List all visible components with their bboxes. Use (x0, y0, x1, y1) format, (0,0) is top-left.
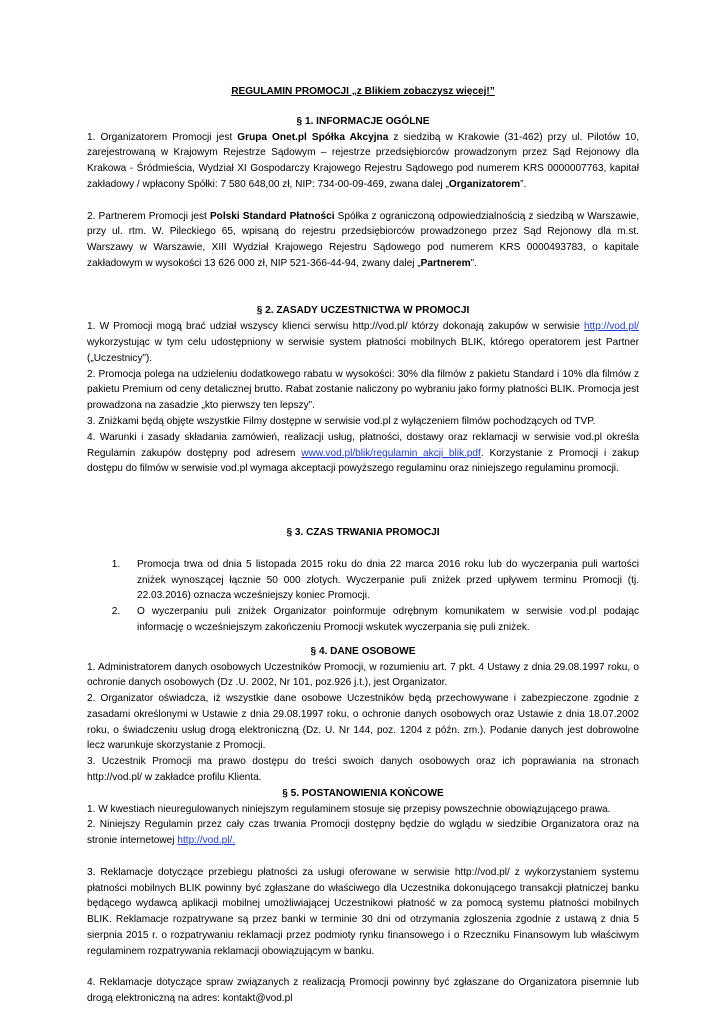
vod-link[interactable]: http://vod.pl/ (584, 321, 639, 333)
text: ”. (470, 257, 477, 269)
section-5-paragraph-1: 1. W kwestiach nieuregulowanych niniejszym regulaminem stosuje się przepisy powszechnie obowiązującego prawa. (87, 803, 611, 815)
section-3-heading: § 3. CZAS TRWANIA PROMOCJI (286, 527, 440, 539)
section-4-paragraph-1: 1. Administratorem danych osobowych Uczestników Promocji, w rozumieniu art. 7 pkt. 4 Ustawy z dnia 29.08.1997 roku, o ochronie danych osobowych (Dz .U. 2002, Nr 101, poz.926 j.t.), jest Organizator. (87, 661, 639, 689)
section-4-heading: § 4. DANE OSOBOWE (310, 645, 416, 657)
list-item: 1. Promocja trwa od dnia 5 listopada 2015 roku do dnia 22 marca 2016 roku lub do wyczerpania puli wartości zniżek wynoszącej łącznie 50 000 złotych. Wyczerpanie puli zniżek przed upływem terminu Promocji (tj. 22.03.2016) oznacza wcześniejszy koniec Promocji. (123, 557, 639, 604)
organizer-term: Organizatorem (448, 178, 521, 190)
section-5-paragraph-2 (87, 817, 639, 849)
text: . Korzystanie z Promocji i zakup dostępu do filmów w serwisie vod.pl wymaga akceptacji powyższego regulaminu oraz niniejszego regulaminu promocji. (87, 447, 639, 475)
section-1-paragraph-1 (87, 130, 639, 193)
partner-term: Partnerem (420, 257, 471, 269)
section-3-list (87, 557, 639, 636)
section-4-paragraph-2: 2. Organizator oświadcza, iż wszystkie dane osobowe Uczestników będą przechowywane i zabezpieczone zgodnie z zasadami określonymi w Ustawie z dnia 29.08.1997 roku, o ochronie danych osobowych oraz Ustawie z dnia 18.07.2002 roku, o świadczeniu usług drogą elektroniczną (Dz. U. Nr 144, poz. 1204 z późn. zm.). Podanie danych jest dobrowolne lecz warunkuje skorzystanie z Promocji. (87, 693, 639, 752)
text: 1. Organizatorem Promocji jest (87, 131, 238, 143)
section-2-paragraph-3: 3. Zniżkami będą objęte wszystkie Filmy dostępne w serwisie vod.pl z wyłączeniem filmów pochodzących od TVP. (87, 415, 596, 427)
section-1-paragraph-2 (87, 209, 639, 272)
partner-name: Polski Standard Płatności (209, 210, 335, 222)
text: 1. W Promocji mogą brać udział wszyscy klienci serwisu http://vod.pl/ którzy dokonają zakupów w serwisie (87, 321, 584, 333)
text: ”. (520, 178, 527, 190)
list-item: 2. O wyczerpaniu puli zniżek Organizator poinformuje odrębnym komunikatem w serwisie vod.pl podając informację o wcześniejszym zakończeniu Promocji wskutek wyczerpania się puli zniżek. (123, 604, 639, 636)
section-2-paragraph-2: 2. Promocja polega na udzieleniu dodatkowego rabatu w wysokości: 30% dla filmów z pakietu Standard i 10% dla filmów z pakietu Premium od ceny detalicznej brutto. Rabat zostanie naliczony po wybraniu jako formy płatności BLIK. Promocja jest prowadzona na zasadzie „kto pierwszy ten lepszy”. (87, 368, 639, 412)
text: wykorzystując w tym celu udostępniony w serwisie system płatności mobilnych BLIK, którego operatorem jest Partner („Uczestnicy”). (87, 336, 639, 364)
text: 4. Warunki i zasady składania zamówień, realizacji usług, płatności, dostawy oraz reklamacji w serwisie vod.pl określa Regulamin zakupów dostępny pod adresem (87, 431, 639, 459)
text: 2. Partnerem Promocji jest (87, 210, 210, 222)
document-title: REGULAMIN PROMOCJI „z Blikiem zobaczysz więcej!” (231, 86, 495, 97)
regulation-pdf-link[interactable]: www.vod.pl/blik/regulamin_akcji_blik.pdf (301, 447, 481, 459)
section-2-heading: § 2. ZASADY UCZESTNICTWA W PROMOCJI (256, 305, 470, 317)
section-2-paragraph-4 (87, 430, 639, 477)
vod-website-link[interactable]: http://vod.pl/. (177, 835, 236, 847)
regulation-document (87, 84, 639, 1007)
section-5-heading: § 5. POSTANOWIENIA KOŃCOWE (282, 787, 444, 799)
section-2-paragraph-1 (87, 319, 639, 366)
text: 2. Niniejszy Regulamin przez cały czas trwania Promocji dostępny będzie do wglądu w siedzibie Organizatora oraz na stronie internetowej (87, 819, 639, 847)
organizer-name: Grupa Onet.pl Spółka Akcyjna (237, 131, 389, 143)
section-4-paragraph-3: 3. Uczestnik Promocji ma prawo dostępu do treści swoich danych osobowych oraz ich poprawiania na stronach http://vod.pl/ w zakładce profilu Klienta. (87, 756, 639, 784)
section-5-paragraph-4: 4. Reklamacje dotyczące spraw związanych z realizacją Promocji powinny być zgłaszane do Organizatora pisemnie lub drogą elektroniczną na adres: kontakt@vod.pl (87, 977, 639, 1005)
section-5-paragraph-3: 3. Reklamacje dotyczące przebiegu płatności za usługi oferowane w serwisie http://vod.pl/ z wykorzystaniem systemu płatności mobilnych BLIK powinny być zgłaszane do właściwego dla Uczestnika dokonującego transakcji płatniczej banku będącego wydawcą aplikacji mobilnej umożliwiającej Uczestnikowi płatność w za pomocą systemu płatności mobilnych BLIK. Reklamacje rozpatrywane są przez banki w terminie 30 dni od otrzymania zgłoszenia zgodnie z ustawą z dnia 5 sierpnia 2015 r. o rozpatrywaniu reklamacji przez podmioty rynku finansowego i o Rzeczniku Finansowym lub właściwym regulaminem rozpatrywania reklamacji obowiązującym w banku. (87, 866, 639, 957)
section-1-heading: § 1. INFORMACJE OGÓLNE (296, 115, 430, 127)
text: z siedzibą w Krakowie (31-462) przy ul. Pilotów 10, zarejestrowaną w Krajowym Rejestrze Sądowym – rejestrze przedsiębiorców prowadzonym przez Sąd Rejonowy dla Krakowa - Śródmieścia, Wydział XI Gospodarczy Krajowego Rejestru Sądowego pod numerem KRS 0000007763, kapitał zakładowy / wpłacony Spółki: 7 580 648,00 zł, NIP: 734-00-09-469, zwana dalej „ (87, 131, 640, 190)
text: Spółka z ograniczoną odpowiedzialnością z siedzibą w Warszawie, przy ul. rtm. W. Pileckiego 65, wpisaną do rejestru przedsiębiorców prowadzonego przez Sąd Rejonowy dla m.st. Warszawy w Warszawie, XIII Wydział Krajowego Rejestru Sądowego pod numerem KRS 0000493783, o kapitale zakładowym w wysokości 13 626 000 zł, NIP 521-366-44-94, zwany dalej „ (87, 210, 639, 269)
